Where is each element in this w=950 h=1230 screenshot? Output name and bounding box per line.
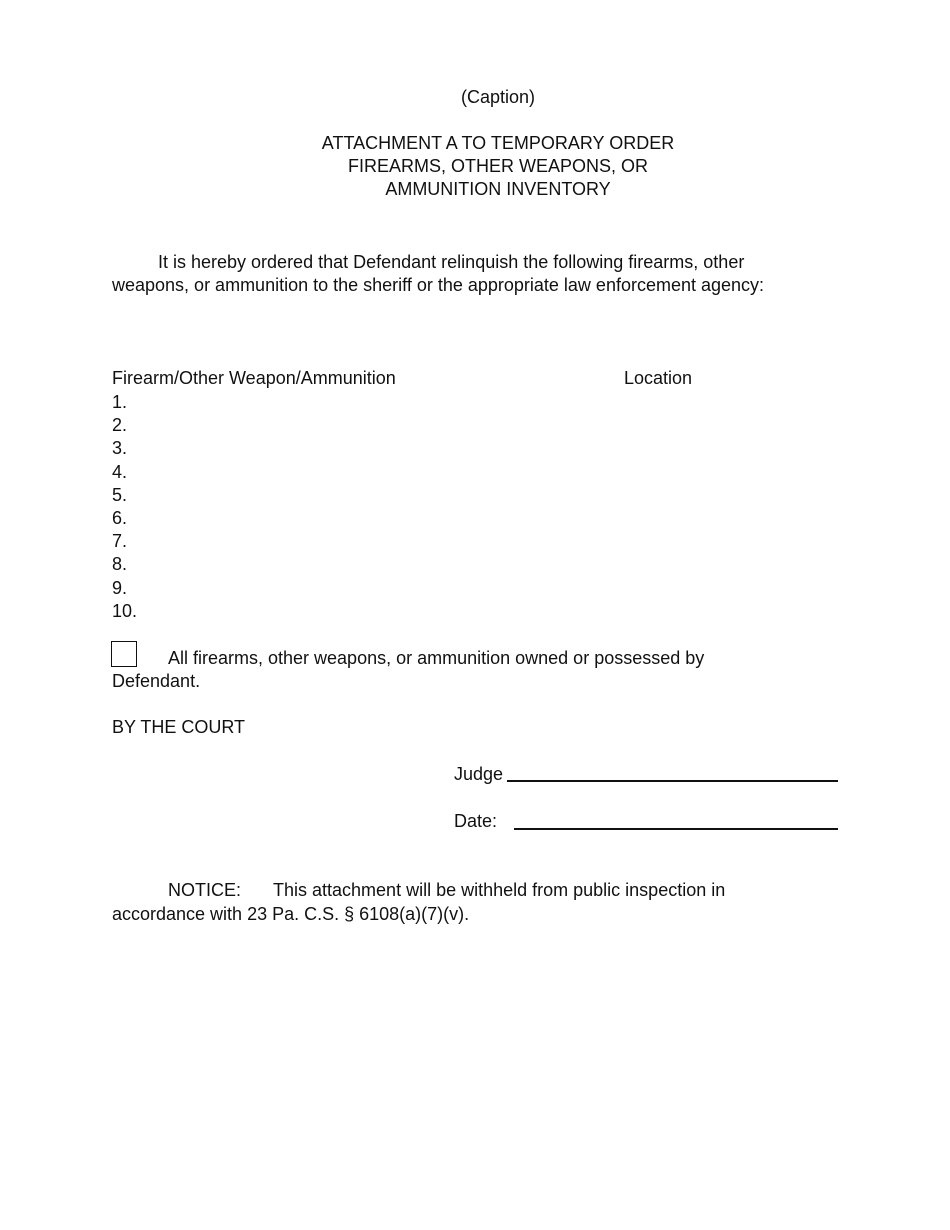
document-title: [0, 132, 950, 201]
all-items-checkbox[interactable]: [111, 641, 137, 667]
title-line-1: ATTACHMENT A TO TEMPORARY ORDER: [321, 133, 675, 153]
column-header-location: Location: [624, 368, 693, 388]
inventory-item-1: 1.: [112, 392, 128, 412]
all-items-label-line-1: All firearms, other weapons, or ammunition owned or possessed by: [168, 648, 705, 668]
inventory-item-5: 5.: [112, 484, 128, 505]
order-paragraph-line-1: It is hereby ordered that Defendant relinquish the following firearms, other: [158, 252, 745, 272]
notice-text-1: This attachment will be withheld from public inspection in: [273, 880, 726, 900]
inventory-item-4: 4.: [112, 461, 128, 482]
inventory-item-10: 10.: [112, 600, 138, 621]
title-line-2: FIREARMS, OTHER WEAPONS, OR: [347, 156, 649, 176]
notice-line-2: accordance with 23 Pa. C.S. § 6108(a)(7)(v).: [112, 904, 470, 924]
inventory-item-7: 7.: [112, 531, 128, 552]
inventory-item-9: 9.: [112, 577, 128, 598]
all-items-label-line-2: Defendant.: [112, 671, 201, 691]
notice-line-1: [168, 879, 725, 902]
inventory-item-2: 2.: [112, 415, 128, 436]
inventory-item-8: 8.: [112, 554, 128, 575]
by-the-court: BY THE COURT: [112, 717, 246, 737]
caption: (Caption): [460, 87, 536, 107]
inventory-list: [112, 391, 137, 623]
title-line-3: AMMUNITION INVENTORY: [385, 179, 611, 199]
date-line[interactable]: [514, 828, 838, 830]
notice-label: NOTICE:: [168, 880, 242, 900]
date-label: Date:: [454, 811, 498, 831]
judge-signature-line[interactable]: [507, 780, 838, 782]
judge-label: Judge: [454, 764, 504, 784]
inventory-item-3: 3.: [112, 438, 128, 459]
column-header-firearm: Firearm/Other Weapon/Ammunition: [112, 368, 396, 388]
inventory-item-6: 6.: [112, 507, 128, 528]
order-paragraph: [112, 251, 812, 297]
order-paragraph-line-2: weapons, or ammunition to the sheriff or the appropriate law enforcement agency:: [112, 275, 765, 295]
